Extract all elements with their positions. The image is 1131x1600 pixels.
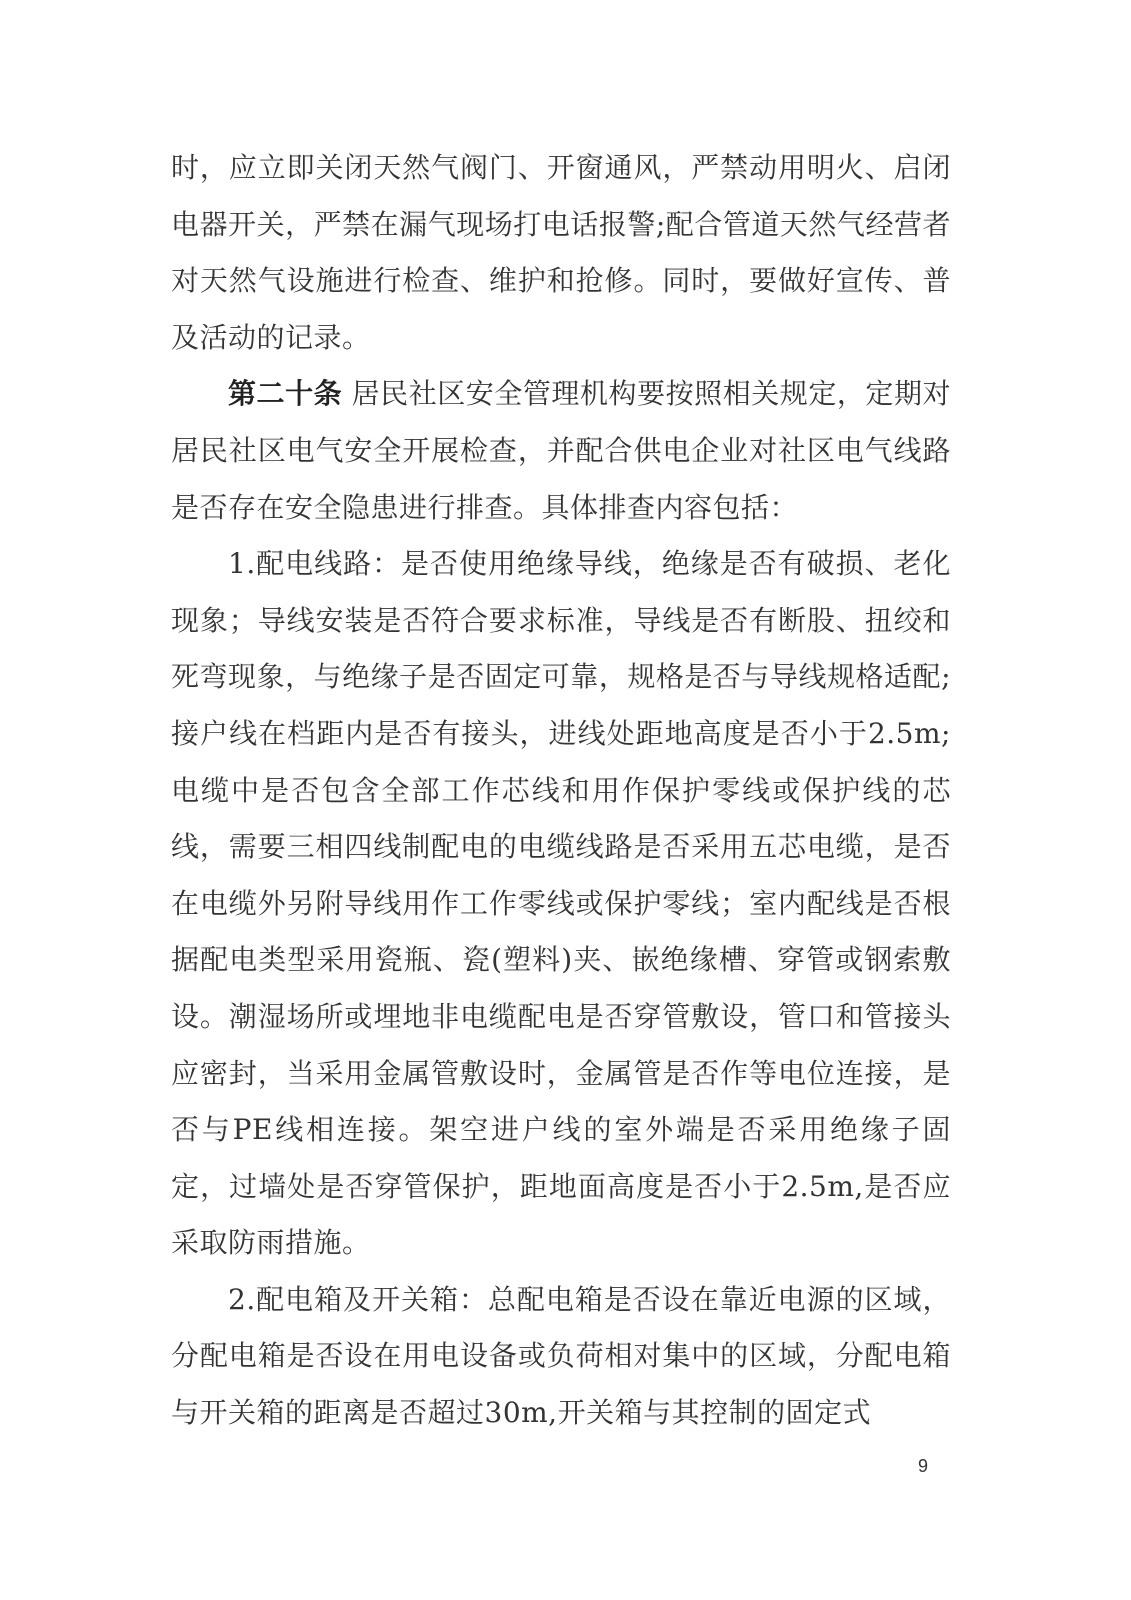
paragraph-item-1-distribution-lines: [171, 536, 951, 1272]
page-number: 9: [918, 1456, 929, 1476]
paragraph-text: 居民社区安全管理机构要按照相关规定，定期对居民社区电气安全开展检查，并配合供电企业对社区电气线路是否存在安全隐患进行排查。具体排查内容包括：: [171, 377, 951, 524]
paragraph-article-20: [171, 366, 951, 536]
paragraph-item-2-distribution-boxes: [171, 1272, 951, 1442]
article-label: 第二十条: [228, 377, 343, 411]
paragraph-text: 时，应立即关闭天然气阀门、开窗通风，严禁动用明火、启闭电器开关，严禁在漏气现场打电话报警;配合管道天然气经营者对天然气设施进行检查、维护和抢修。同时，要做好宣传、普及活动的记录。: [171, 151, 951, 354]
paragraph-continuation: [171, 140, 951, 366]
paragraph-text: 2.配电箱及开关箱：总配电箱是否设在靠近电源的区域，分配电箱是否设在用电设备或负荷相对集中的区域，分配电箱与开关箱的距离是否超过30m,开关箱与其控制的固定式: [171, 1282, 951, 1430]
document-body: [171, 140, 951, 1442]
paragraph-text: 1.配电线路：是否使用绝缘导线，绝缘是否有破损、老化现象；导线安装是否符合要求标准，导线是否有断股、扭绞和死弯现象，与绝缘子是否固定可靠，规格是否与导线规格适配;接户线在档距内是否有接头，进线处距地高度是否小于2.5m;电缆中是否包含全部工作芯线和用作保护零线或保护线的芯线，需要三相四线制配电的电缆线路是否采用五芯电缆，是否在电缆外另附导线用作工作零线或保护零线；室内配线是否根据配电类型采用瓷瓶、瓷(塑料)夹、嵌绝缘槽、穿管或钢索敷设。潮湿场所或埋地非电缆配电是否穿管敷设，管口和管接头应密封，当采用金属管敷设时，金属管是否作等电位连接，是否与PE线相连接。架空进户线的室外端是否采用绝缘子固定，过墙处是否穿管保护，距地面高度是否小于2.5m,是否应采取防雨措施。: [171, 547, 951, 1260]
